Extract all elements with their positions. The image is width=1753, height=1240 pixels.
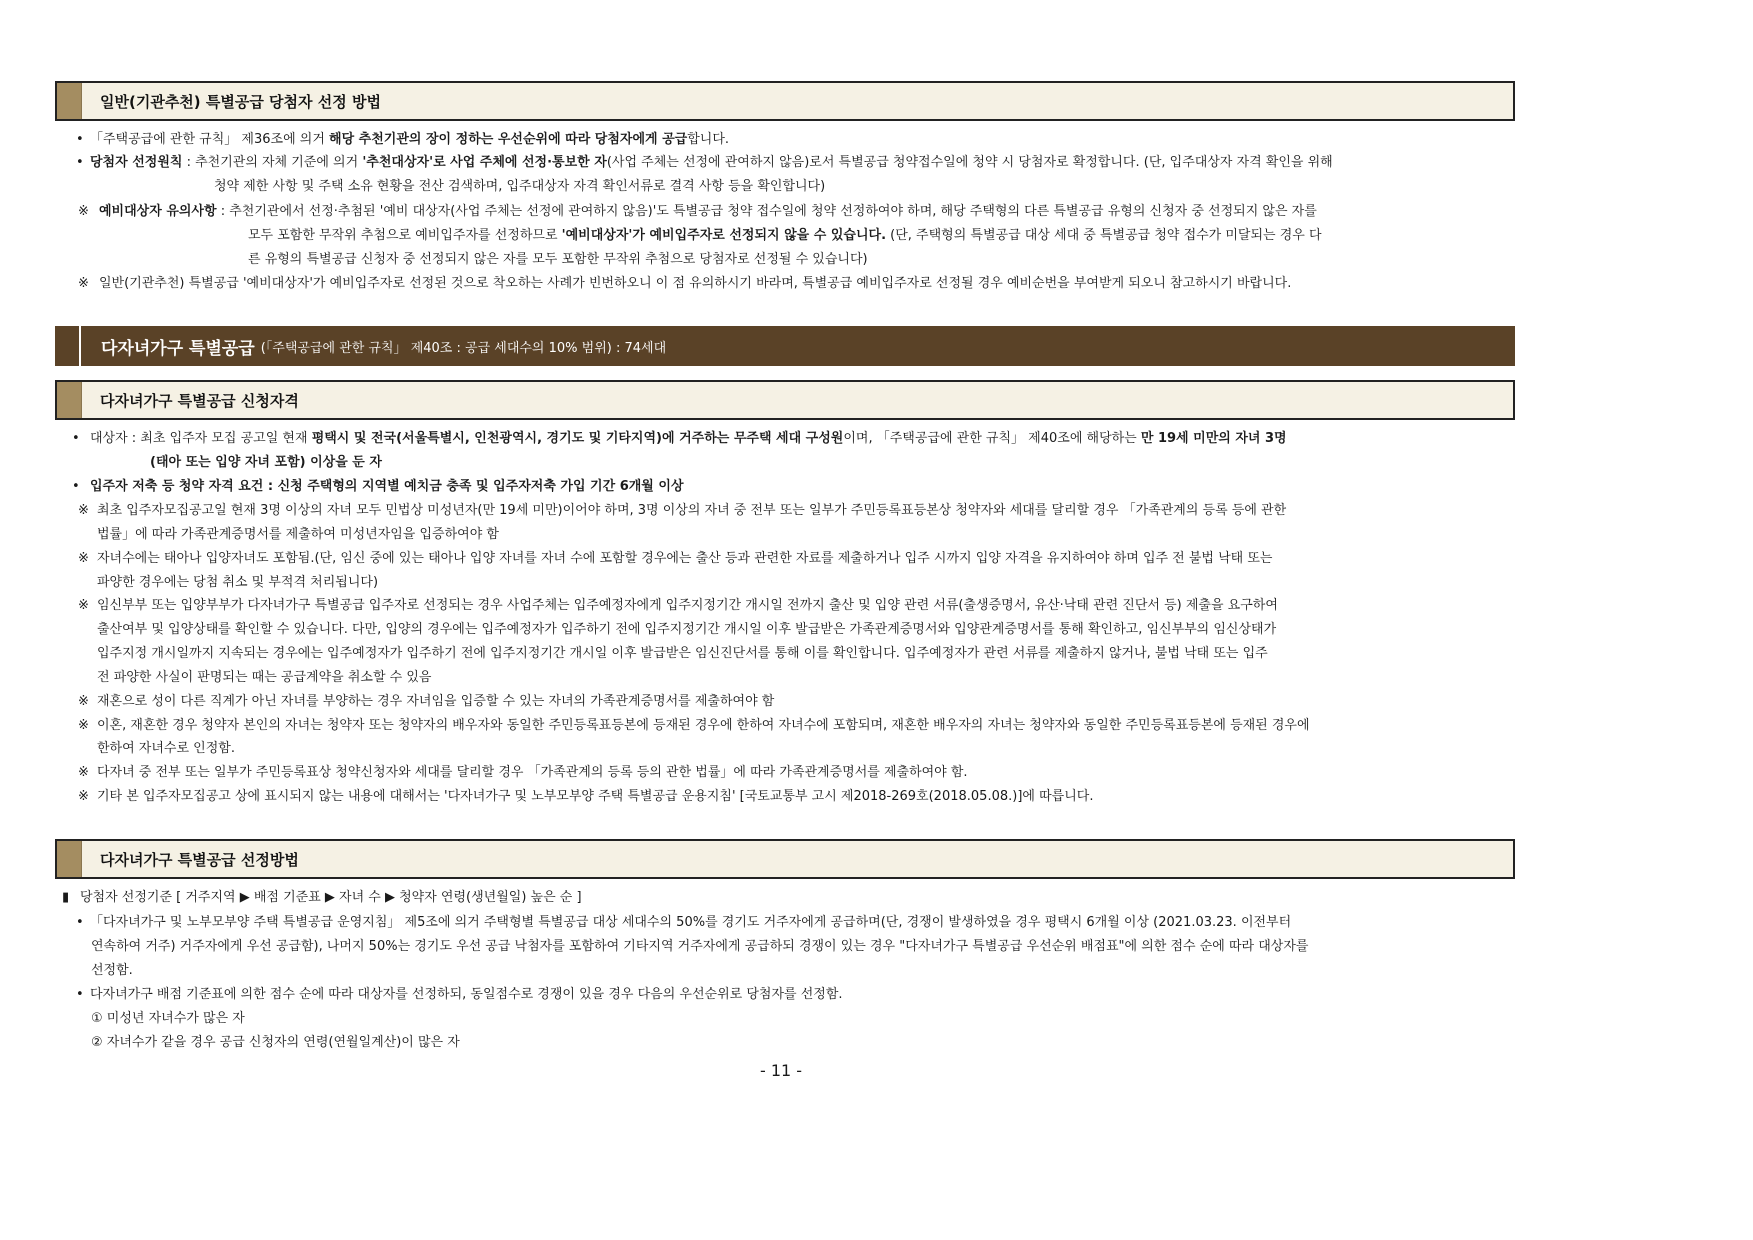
note-mark: ※	[78, 204, 89, 219]
header-accent-tab	[57, 83, 82, 119]
bold-text: 예비대상자 유의사항	[99, 204, 217, 219]
text: 른 유형의 특별공급 신청자 중 선정되지 않은 자를 모두 포함한 무작위 추첨으로 당첨자로 선정될 수 있습니다)	[248, 252, 868, 267]
text: 기타 본 입주자모집공고 상에 표시되지 않는 내용에 대해서는 '다자녀가구 및 노부모부양 주택 특별공급 운용지침' [국토교통부 고시 제2018-269호(2018.05.08.)]에 따릅니다.	[97, 789, 1094, 804]
bullet-mark: •	[72, 479, 80, 494]
note-mark: ※	[78, 765, 89, 780]
text-line	[97, 598, 1278, 614]
text-line	[97, 575, 378, 591]
bullet-mark: •	[76, 915, 84, 930]
text: 합니다.	[687, 132, 730, 147]
bold-text: (태아 또는 입양 자녀 포함) 이상을 둔 자	[150, 455, 382, 470]
bullet-mark: •	[76, 155, 84, 170]
text: 법률」에 따라 가족관계증명서를 제출하여 미성년자임을 입증하여야 함	[97, 527, 499, 542]
text-line	[248, 228, 1322, 244]
bold-text: '추천대상자'로 사업 주체에 선정·통보한 자	[362, 155, 607, 170]
text: ② 자녀수가 같을 경우 공급 신청자의 연령(연월일계산)이 많은 자	[91, 1035, 460, 1050]
bullet-mark: •	[76, 987, 84, 1002]
text-line	[90, 915, 1291, 931]
text: 일반(기관추천) 특별공급 '예비대상자'가 예비입주자로 선정된 것으로 착오하는 사례가 빈번하오니 이 점 유의하시기 바라며, 특별공급 예비입주자로 선정될 경우 예비순번을 부여받게 되오니 참고하시기 바랍니다.	[99, 276, 1292, 291]
text: 모두 포함한 무작위 추첨으로 예비입주자를 선정하므로	[248, 228, 562, 243]
text: 전 파양한 사실이 판명되는 때는 공급계약을 취소할 수 있음	[97, 670, 432, 685]
note-mark: ※	[78, 551, 89, 566]
section-header-eligibility	[55, 380, 1515, 420]
text: 입주지정 개시일까지 지속되는 경우에는 입주예정자가 입주하기 전에 입주지정기간 개시일 이후 발급받은 임신진단서를 통해 이를 확인합니다. 입주예정자가 관련 서류를 제출하지 않거나, 불법 낙태 또는 입주	[97, 646, 1268, 661]
text-line	[99, 204, 1317, 220]
text-line	[97, 765, 968, 781]
text: 자녀수에는 태아나 입양자녀도 포함됨.(단, 임신 중에 있는 태아나 입양 자녀를 자녀 수에 포함할 경우에는 출산 등과 관련한 자료를 제출하거나 입주 시까지 입양 자격을 유지하여야 하며 입주 전 불법 낙태 또는	[97, 551, 1273, 566]
header-accent-tab	[57, 382, 82, 418]
text-line	[97, 622, 1276, 638]
text-line	[91, 1035, 460, 1051]
text-line	[97, 670, 431, 686]
bold-text: 해당 추천기관의 장이 정하는 우선순위에 따라 당첨자에게 공급	[329, 132, 688, 147]
text-line	[214, 179, 825, 195]
text-line	[90, 479, 684, 495]
text: 「주택공급에 관한 규칙」 제36조에 의거	[90, 132, 330, 147]
text: (단, 주택형의 특별공급 대상 세대 중 특별공급 청약 접수가 미달되는 경우 다	[886, 228, 1322, 243]
bold-text: 만 19세 미만의 자녀 3명	[1140, 431, 1287, 446]
text-line	[97, 503, 1286, 519]
header-accent-tab	[57, 841, 82, 877]
text: 다자녀 중 전부 또는 일부가 주민등록표상 청약신청자와 세대를 달리할 경우 「가족관계의 등록 등의 관한 법률」에 따라 가족관계증명서를 제출하여야 함.	[97, 765, 968, 780]
text-line	[97, 551, 1273, 567]
bullet-mark: •	[72, 431, 80, 446]
section-title: 다자녀가구 특별공급	[101, 338, 255, 359]
header-accent-tab	[55, 326, 81, 366]
bullet-mark: •	[76, 132, 84, 147]
section-header-general-recommendation	[55, 81, 1515, 121]
block-mark: ▮	[62, 890, 70, 905]
note-mark: ※	[78, 598, 89, 613]
text-line	[97, 741, 235, 757]
text-line	[90, 987, 843, 1003]
note-mark: ※	[78, 789, 89, 804]
section-header-selection-method	[55, 839, 1515, 879]
text-line	[150, 455, 382, 471]
text-line	[90, 431, 1287, 447]
note-mark: ※	[78, 503, 89, 518]
text: ① 미성년 자녀수가 많은 자	[91, 1011, 245, 1026]
page-number: - 11 -	[760, 1061, 803, 1080]
text: 임신부부 또는 입양부부가 다자녀가구 특별공급 입주자로 선정되는 경우 사업주체는 입주예정자에게 입주지정기간 개시일 전까지 출산 및 입양 관련 서류(출생증명서, 유산·낙태 관련 진단서 등) 제출을 요구하여	[97, 598, 1278, 613]
text: : 추천기관의 자체 기준에 의거	[182, 155, 363, 170]
text: 청약 제한 사항 및 주택 소유 현황을 전산 검색하며, 입주대상자 자격 확인서류로 결격 사항 등을 확인합니다)	[214, 179, 826, 194]
section-title: 다자녀가구 특별공급 신청자격	[100, 391, 299, 410]
note-mark: ※	[78, 718, 89, 733]
text: 이며, 「주택공급에 관한 규칙」 제40조에 해당하는	[843, 431, 1141, 446]
text: 대상자 : 최초 입주자 모집 공고일 현재	[90, 431, 312, 446]
bold-text: 평택시 및 전국(서울특별시, 인천광역시, 경기도 및 기타지역)에 거주하는 무주택 세대 구성원	[311, 431, 844, 446]
text-line	[91, 963, 133, 979]
text-line	[97, 718, 1310, 734]
text: 출산여부 및 입양상태를 확인할 수 있습니다. 다만, 입양의 경우에는 입주예정자가 입주하기 전에 입주지정기간 개시일 이후 발급받은 가족관계증명서와 입양관계증명서를 통해 확인하고, 임신부부의 임신상태가	[97, 622, 1277, 637]
text: (사업 주체는 선정에 관여하지 않음)로서 특별공급 청약접수일에 청약 시 당첨자로 확정합니다. (단, 입주대상자 자격 확인을 위해	[606, 155, 1333, 170]
text: 재혼으로 성이 다른 직계가 아닌 자녀를 부양하는 경우 자녀임을 입증할 수 있는 자녀의 가족관계증명서를 제출하여야 함	[97, 694, 775, 709]
section-title: 다자녀가구 특별공급 선정방법	[100, 850, 299, 869]
bold-text: '예비대상자'가 예비입주자로 선정되지 않을 수 있습니다.	[561, 228, 887, 243]
text: 이혼, 재혼한 경우 청약자 본인의 자녀는 청약자 또는 청약자의 배우자와 동일한 주민등록표등본에 등재된 경우에 한하여 자녀수에 포함되며, 재혼한 배우자의 자녀는 청약자와 동일한 주민등록표등본에 등재된 경우에	[97, 718, 1310, 733]
text: : 추천기관에서 선정·추첨된 '예비 대상자(사업 주체는 선정에 관여하지 않음)'도 특별공급 청약 접수일에 청약 선정하여야 하며, 해당 주택형의 다른 특별공급 유형의 신청자 중 선정되지 않은 자를	[216, 204, 1317, 219]
bold-text: 입주자 저축 등 청약 자격 요건 : 신청 주택형의 지역별 예치금 충족 및 입주자저축 가입 기간 6개월 이상	[90, 479, 684, 494]
text-line	[80, 890, 582, 906]
text-line	[99, 276, 1291, 292]
note-mark: ※	[78, 276, 89, 291]
text: 「다자녀가구 및 노부모부양 주택 특별공급 운영지침」 제5조에 의거 주택형별 특별공급 대상 세대수의 50%를 경기도 거주자에게 공급하며(단, 경쟁이 발생하였을 경우 평택시 6개월 이상 (2021.03.23. 이전부터	[90, 915, 1292, 930]
text: 다자녀가구 배점 기준표에 의한 점수 순에 따라 대상자를 선정하되, 동일점수로 경쟁이 있을 경우 다음의 우선순위로 당첨자를 선정함.	[90, 987, 843, 1002]
note-mark: ※	[78, 694, 89, 709]
text: 당첨자 선정기준 [ 거주지역 ▶ 배점 기준표 ▶ 자녀 수 ▶ 청약자 연령(생년월일) 높은 순 ]	[80, 890, 582, 905]
text-line	[97, 789, 1093, 805]
text-line	[91, 1011, 245, 1027]
text-line	[97, 646, 1268, 662]
section-title: 일반(기관추천) 특별공급 당첨자 선정 방법	[100, 92, 381, 111]
section-subtitle: (「주택공급에 관한 규칙」 제40조 : 공급 세대수의 10% 범위) : 74세대	[260, 340, 667, 356]
section-header-multi-child	[55, 326, 1515, 366]
text-line	[248, 252, 868, 268]
text: 연속하여 거주) 거주자에게 우선 공급함), 나머지 50%는 경기도 우선 공급 낙첨자를 포함하여 기타지역 거주자에게 공급하되 경쟁이 있는 경우 "다자녀가구 특별공급 우선순위 배점표"에 의한 점수 순에 따라 대상자를	[91, 939, 1309, 954]
text: 파양한 경우에는 당첨 취소 및 부적격 처리됩니다)	[97, 575, 379, 590]
text: 선정함.	[91, 963, 133, 978]
text-line	[91, 939, 1308, 955]
bold-text: 당첨자 선정원칙	[90, 155, 183, 170]
text-line	[97, 694, 774, 710]
text-line	[90, 132, 729, 148]
text-line	[97, 527, 499, 543]
text: 한하여 자녀수로 인정함.	[97, 741, 235, 756]
text: 최초 입주자모집공고일 현재 3명 이상의 자녀 모두 민법상 미성년자(만 19세 미만)이어야 하며, 3명 이상의 자녀 중 전부 또는 일부가 주민등록표등본상 청약자와 세대를 달리할 경우 「가족관계의 등록 등에 관한	[97, 503, 1287, 518]
text-line	[90, 155, 1333, 171]
